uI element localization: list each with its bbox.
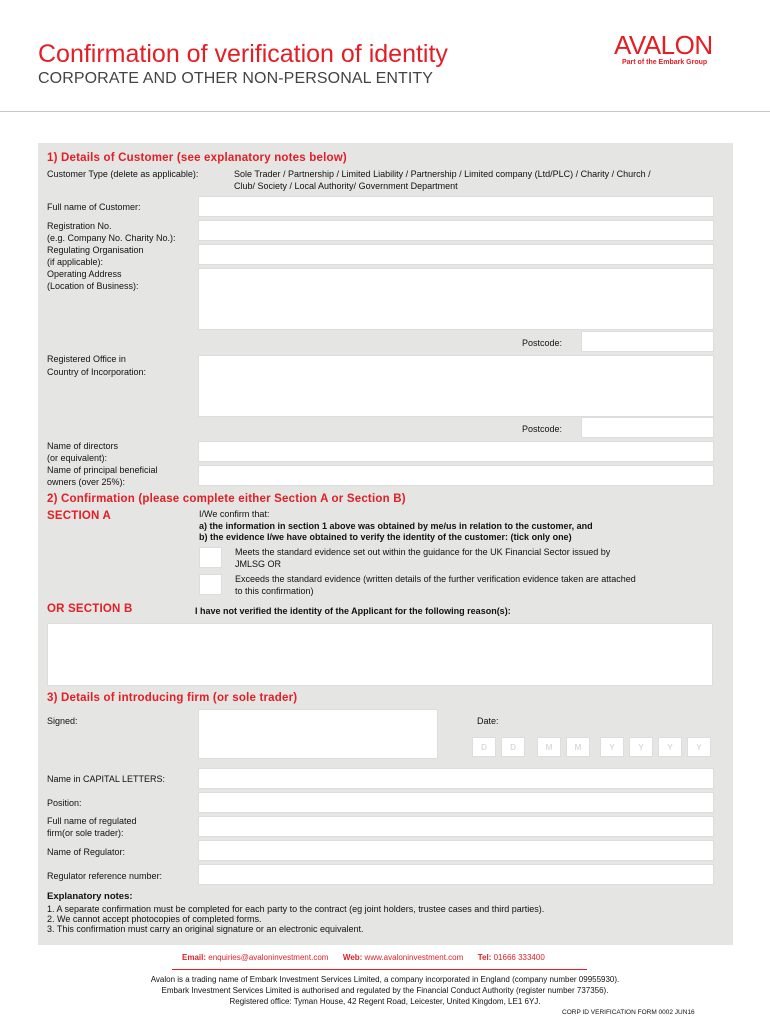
directors-field[interactable] xyxy=(198,441,714,462)
email-label: Email: xyxy=(182,953,207,962)
date-year-3[interactable]: Y xyxy=(658,737,682,757)
regulator-name-field[interactable] xyxy=(198,840,714,861)
full-name-label: Full name of Customer: xyxy=(47,202,141,212)
regulating-org-label: Regulating Organisation xyxy=(47,245,144,255)
page-title: Confirmation of verification of identity xyxy=(38,40,448,68)
registered-postcode-label: Postcode: xyxy=(522,424,563,434)
explanatory-note-3: 3. This confirmation must carry an original signature or an electronic equivalent. xyxy=(47,924,364,934)
date-month-2[interactable]: M xyxy=(566,737,590,757)
form-code: CORP ID VERIFICATION FORM 0002 JUN16 xyxy=(562,1009,695,1016)
avalon-logo: AVALON xyxy=(614,30,713,60)
confirm-statement-b: b) the evidence I/we have obtained to verify the identity of the customer: (tick only one) xyxy=(199,532,572,542)
signature-field[interactable] xyxy=(198,709,438,759)
customer-type-options[interactable]: Sole Trader / Partnership / Limited Liability / Partnership / Limited company (Ltd/PLC) / Charity / Church / xyxy=(234,169,651,179)
regulator-reference-label: Regulator reference number: xyxy=(47,871,163,881)
registered-postcode-field[interactable] xyxy=(581,417,714,438)
registration-label-hint: (e.g. Company No. Charity No.): xyxy=(47,233,176,243)
date-year-2[interactable]: Y xyxy=(629,737,653,757)
registration-number-field[interactable] xyxy=(198,220,714,241)
position-label: Position: xyxy=(47,798,82,808)
section-3-heading: 3) Details of introducing firm (or sole trader) xyxy=(47,692,298,704)
web-link[interactable]: www.avaloninvestment.com xyxy=(364,953,464,962)
date-day-2[interactable]: D xyxy=(501,737,525,757)
footer-line-1: Avalon is a trading name of Embark Investment Services Limited, a company incorporated in England (company number 09955930). xyxy=(150,975,620,984)
directors-label: Name of directors xyxy=(47,441,119,451)
confirm-statement-a: a) the information in section 1 above was obtained by me/us in relation to the customer, and xyxy=(199,521,593,531)
regulator-reference-field[interactable] xyxy=(198,864,714,885)
customer-type-options-cont[interactable]: Club/ Society / Local Authority/ Government Department xyxy=(234,181,458,191)
date-label: Date: xyxy=(477,716,499,726)
regulated-firm-field[interactable] xyxy=(198,816,714,837)
section-a-label: SECTION A xyxy=(47,510,111,522)
regulator-name-label: Name of Regulator: xyxy=(47,847,126,857)
registered-office-field[interactable] xyxy=(198,355,714,417)
position-field[interactable] xyxy=(198,792,714,813)
confirm-intro: I/We confirm that: xyxy=(199,509,270,519)
operating-address-field[interactable] xyxy=(198,268,714,330)
meets-standard-text-cont: JMLSG OR xyxy=(235,559,282,569)
contact-divider xyxy=(172,969,587,970)
regulating-org-field[interactable] xyxy=(198,244,714,265)
explanatory-note-1: 1. A separate confirmation must be completed for each party to the contract (eg joint holders, trustee cases and third parties). xyxy=(47,904,545,914)
signed-label: Signed: xyxy=(47,716,78,726)
date-day-1[interactable]: D xyxy=(472,737,496,757)
meets-standard-text: Meets the standard evidence set out within the guidance for the UK Financial Sector issued by xyxy=(235,547,611,557)
tel-label: Tel: xyxy=(477,953,492,962)
owners-label-hint: owners (over 25%): xyxy=(47,477,126,487)
full-name-field[interactable] xyxy=(198,196,714,217)
date-month-1[interactable]: M xyxy=(537,737,561,757)
beneficial-owners-field[interactable] xyxy=(198,465,714,486)
date-year-1[interactable]: Y xyxy=(600,737,624,757)
registered-office-label: Registered Office in xyxy=(47,354,126,364)
operating-address-label-hint: (Location of Business): xyxy=(47,281,139,291)
capital-name-field[interactable] xyxy=(198,768,714,789)
meets-standard-checkbox[interactable] xyxy=(199,547,222,568)
exceeds-standard-checkbox[interactable] xyxy=(199,574,222,595)
operating-postcode-label: Postcode: xyxy=(522,338,563,348)
section-b-statement: I have not verified the identity of the Applicant for the following reason(s): xyxy=(195,606,511,616)
date-year-4[interactable]: Y xyxy=(687,737,711,757)
owners-label: Name of principal beneficial xyxy=(47,465,158,475)
section-2-heading: 2) Confirmation (please complete either Section A or Section B) xyxy=(47,493,406,505)
page-subtitle: CORPORATE AND OTHER NON-PERSONAL ENTITY xyxy=(38,70,434,87)
web-label: Web: xyxy=(342,953,363,962)
directors-label-hint: (or equivalent): xyxy=(47,453,108,463)
section-1-heading: 1) Details of Customer (see explanatory notes below) xyxy=(47,152,347,164)
email-link[interactable]: enquiries@avaloninvestment.com xyxy=(208,953,329,962)
exceeds-standard-text-cont: to this confirmation) xyxy=(235,586,314,596)
tel-number: 01666 333400 xyxy=(493,953,545,962)
footer-line-3: Registered office: Tyman House, 42 Regent Road, Leicester, United Kingdom, LE1 6YJ. xyxy=(229,997,541,1006)
registration-label: Registration No. xyxy=(47,221,112,231)
regulated-firm-label-cont: firm(or sole trader): xyxy=(47,828,124,838)
registered-office-label-cont: Country of Incorporation: xyxy=(47,367,147,377)
exceeds-standard-text: Exceeds the standard evidence (written details of the further verification evidence taken are attached xyxy=(235,574,636,584)
footer-line-2: Embark Investment Services Limited is authorised and regulated by the Financial Conduct Authority (register number 737356). xyxy=(161,986,609,995)
not-verified-reasons-field[interactable] xyxy=(47,623,713,686)
customer-type-label: Customer Type (delete as applicable): xyxy=(47,169,199,179)
logo-tagline: Part of the Embark Group xyxy=(622,59,708,66)
explanatory-notes-heading: Explanatory notes: xyxy=(47,891,133,902)
header-divider xyxy=(0,111,770,112)
capital-name-label: Name in CAPITAL LETTERS: xyxy=(47,774,166,784)
regulating-org-label-hint: (if applicable): xyxy=(47,257,104,267)
section-b-label: OR SECTION B xyxy=(47,603,133,615)
operating-postcode-field[interactable] xyxy=(581,331,714,352)
contact-line xyxy=(182,953,545,962)
regulated-firm-label: Full name of regulated xyxy=(47,816,137,826)
operating-address-label: Operating Address xyxy=(47,269,122,279)
explanatory-note-2: 2. We cannot accept photocopies of completed forms. xyxy=(47,914,262,924)
